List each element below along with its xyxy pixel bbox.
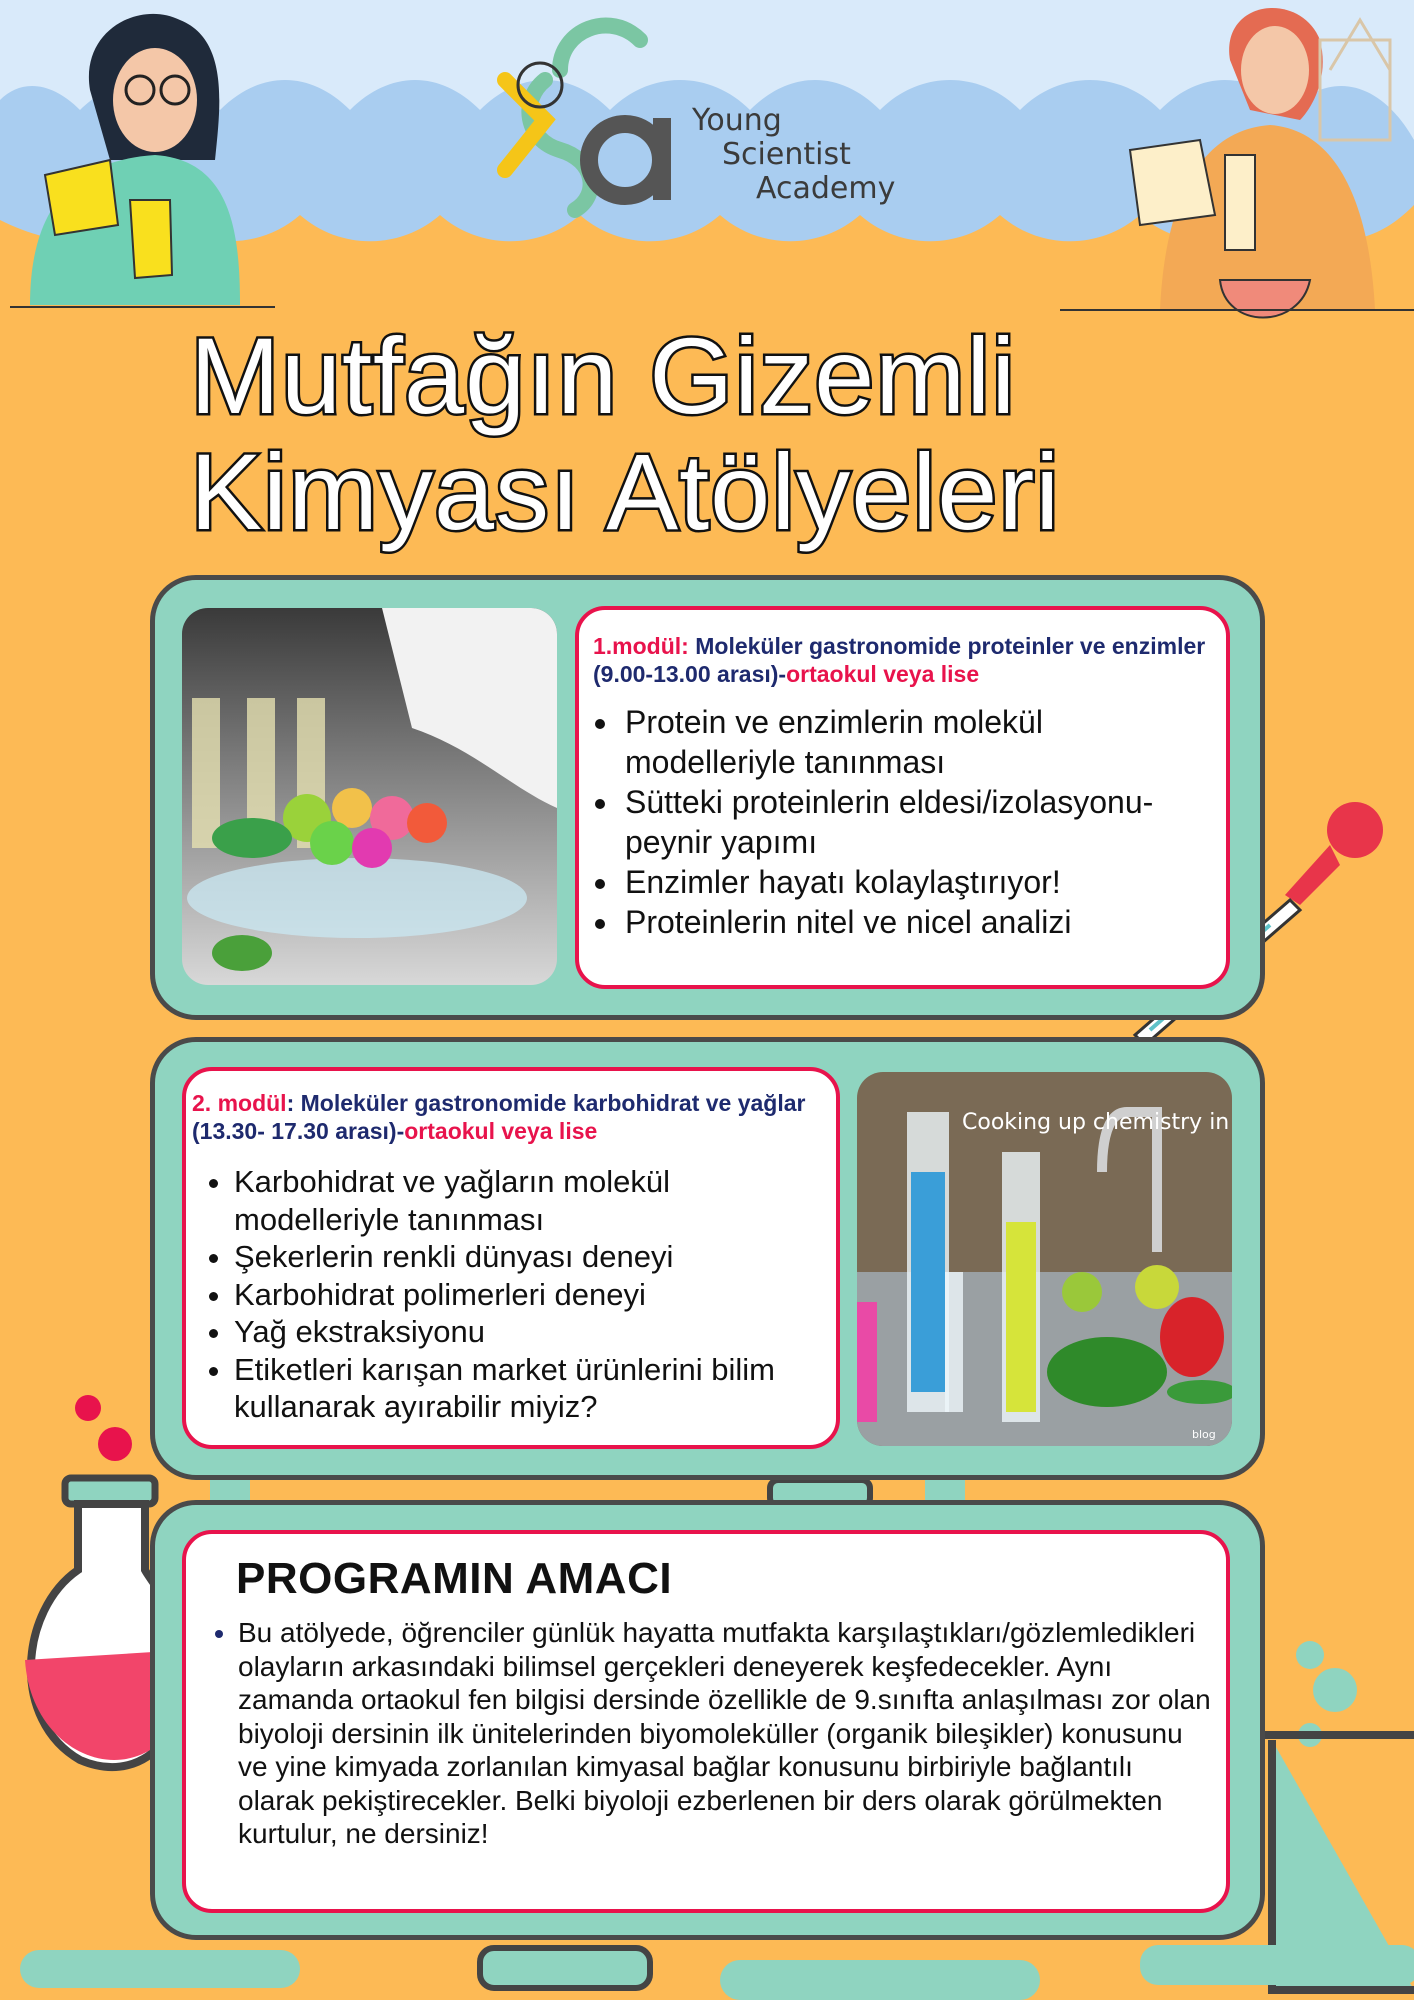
- beaker-right-illustration: [1265, 1641, 1414, 1990]
- logo-line-young: Young: [692, 103, 782, 138]
- logo-line-academy: Academy: [756, 171, 896, 206]
- list-item: • Proteinlerin nitel ve nicel analizi: [621, 902, 1212, 942]
- cooking-woman-illustration: [1060, 8, 1414, 318]
- module2-photo: [857, 1072, 1232, 1446]
- list-item: • Karbohidrat ve yağların molekül modelleriyle tanınması: [234, 1163, 830, 1238]
- module2-photo-caption: Cooking up chemistry in: [962, 1110, 1230, 1135]
- program-card: [182, 1530, 1230, 1913]
- academy-logo-text: [692, 104, 895, 206]
- module1-card: [575, 606, 1230, 989]
- module2-list: [192, 1163, 830, 1426]
- list-item: • Sütteki proteinlerin eldesi/izolasyonu-peynir yapımı: [621, 782, 1212, 862]
- list-item: • Etiketleri karışan market ürünlerini bilim kullanarak ayırabilir miyiz?: [234, 1351, 830, 1426]
- program-title: PROGRAMIN AMACI: [236, 1554, 673, 1603]
- logo-line-scientist: Scientist: [722, 137, 851, 172]
- academy-logo-mark: [505, 26, 662, 210]
- scientist-girl-illustration: [10, 14, 275, 307]
- list-item: • Yağ ekstraksiyonu: [234, 1313, 830, 1351]
- list-item: • Şekerlerin renkli dünyası deneyi: [234, 1238, 830, 1276]
- list-item: • Karbohidrat polimerleri deneyi: [234, 1276, 830, 1314]
- module2-heading: [192, 1089, 830, 1145]
- title-line-2: Kimyası Atölyeleri: [190, 431, 1061, 552]
- page-title: [190, 315, 1061, 552]
- list-item: • Enzimler hayatı kolaylaştırıyor!: [621, 862, 1212, 902]
- module1-photo: [182, 608, 557, 985]
- module2-photo-watermark: blog: [1192, 1428, 1216, 1441]
- program-text: • Bu atölyede, öğrenciler günlük hayatta mutfakta karşılaştıkları/gözlemledikleri olayların arkasındaki bilimsel gerçekleri deneyerek keşfedecekler. Aynı zamanda ortaokul fen bilgisi dersinde özellikle de 9.sınıfta anlaşılması zor olan biyoloji dersinin ilk ünitelerinden biyomoleküller (organik bileşikler) konusunu ve yine kimyada zorlanılan kimyasal bağlar konusunu birbiriyle bağlantılı olarak pekiştirecekler. Belki biyoloji ezberlenen bir ders olarak görülmekten kurtulur, ne dersiniz!: [238, 1616, 1216, 1851]
- module2-label: 2. modül: [192, 1090, 287, 1116]
- title-line-1: Mutfağın Gizemli: [190, 315, 1017, 436]
- module1-audience: ortaokul veya lise: [786, 661, 980, 687]
- list-item: • Protein ve enzimlerin molekül modelleriyle tanınması: [621, 702, 1212, 782]
- program-list: [196, 1616, 1216, 1851]
- module2-card: [182, 1067, 840, 1449]
- module1-title: Moleküler gastronomide proteinler ve enzimler (9.00-13.00 arası)-: [593, 633, 1206, 687]
- module2-title: : Moleküler gastronomide karbohidrat ve yağlar (13.30- 17.30 arası)-: [192, 1090, 806, 1144]
- module1-list: [593, 702, 1212, 942]
- module2-audience: ortaokul veya lise: [404, 1118, 598, 1144]
- module1-label: 1.modül:: [593, 633, 689, 659]
- module1-heading: [593, 632, 1212, 688]
